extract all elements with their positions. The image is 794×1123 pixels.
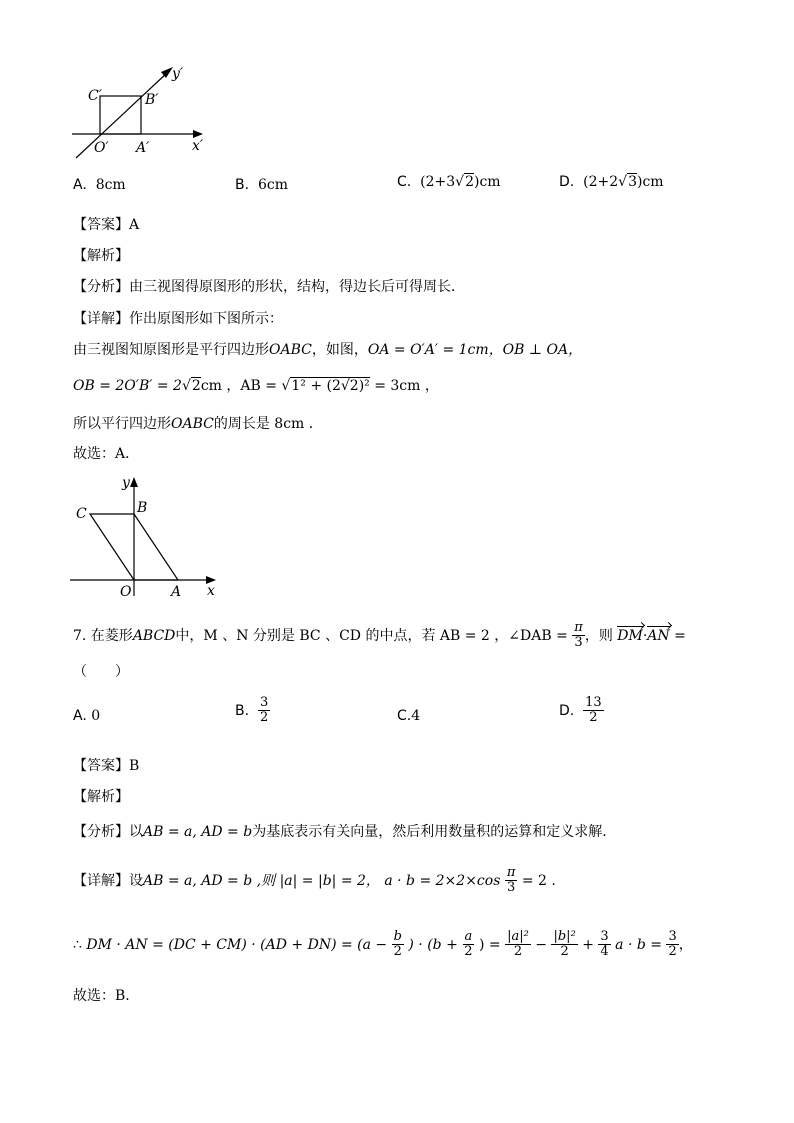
square-oabc bbox=[100, 96, 141, 134]
numerator: |b|² bbox=[553, 929, 576, 944]
option-tag: C. bbox=[397, 174, 412, 190]
denominator: 2 bbox=[259, 710, 269, 726]
option-tag: B. bbox=[235, 702, 250, 719]
numerator: a bbox=[464, 929, 473, 944]
label-y: y bbox=[122, 475, 130, 491]
label-a-prime: A′ bbox=[136, 140, 150, 156]
option-text: 0 bbox=[91, 708, 101, 724]
denominator: 2 bbox=[393, 944, 402, 960]
text: 由三视图知原图形是平行四边形 bbox=[73, 342, 269, 358]
fraction bbox=[666, 930, 678, 960]
text: 7. 在菱形 bbox=[73, 627, 133, 644]
denominator: 4 bbox=[600, 944, 609, 960]
label-b-prime: B′ bbox=[145, 92, 159, 108]
option-text-pre: (2+3 bbox=[420, 174, 456, 190]
label-b: B bbox=[137, 500, 148, 516]
text: 所以平行四边形 bbox=[73, 416, 171, 432]
denominator: 2 bbox=[464, 944, 473, 960]
equation: ) · (b + bbox=[408, 936, 458, 953]
q7-xiangjie bbox=[73, 866, 556, 896]
denominator: 2 bbox=[589, 710, 598, 726]
q7-option-c bbox=[397, 708, 420, 724]
text: 中，M 、N 分别是 BC 、CD 的中点，若 AB = 2 ，∠DAB = bbox=[175, 627, 568, 644]
q6-line3 bbox=[73, 413, 323, 433]
text: 【详解】设 bbox=[73, 872, 143, 889]
denominator: 2 bbox=[560, 944, 569, 960]
dot: · bbox=[642, 627, 648, 644]
equation: ，OB ⊥ OA， bbox=[488, 342, 583, 358]
text: 【分析】以 bbox=[73, 824, 143, 840]
equation: = 3cm ， bbox=[369, 378, 439, 394]
label-x-prime: x′ bbox=[192, 138, 204, 154]
numerator: π bbox=[506, 865, 516, 880]
label-x: x bbox=[207, 583, 215, 599]
shape-name: ABCD bbox=[132, 627, 176, 644]
option-tag: C. bbox=[397, 708, 412, 724]
option-tag: B. bbox=[235, 177, 250, 193]
numerator: π bbox=[574, 620, 583, 635]
numerator: 3 bbox=[668, 929, 677, 944]
q7-calculation bbox=[73, 930, 693, 960]
fraction bbox=[462, 930, 474, 960]
equation: OA = O′A′ = 1cm bbox=[367, 342, 489, 358]
equation: OB = 2O′B′ = 2 bbox=[73, 378, 182, 394]
q6-option-b bbox=[235, 177, 288, 193]
text: = 2 . bbox=[517, 872, 556, 889]
q6-xiangjie: 【详解】作出原图形如下图所示： bbox=[73, 311, 283, 327]
q6-line2: OB = 2O′B′ = 2√2cm ，AB = √1² + (2√2)² = 3cm ， bbox=[73, 378, 439, 394]
label-a: A bbox=[171, 584, 182, 600]
q7-fenxi bbox=[73, 821, 607, 841]
y-arrow bbox=[130, 477, 138, 487]
q7-option-a bbox=[73, 708, 100, 724]
pi-over-three bbox=[572, 621, 585, 651]
minus: − bbox=[535, 936, 548, 953]
vector-dm: DM bbox=[617, 627, 643, 644]
equation: DM · AN = (DC + CM) · (AD + DN) = (a − bbox=[86, 936, 388, 953]
equation: a · b = bbox=[615, 936, 662, 953]
denominator: 2 bbox=[513, 944, 523, 960]
option-text-pre: (2+2 bbox=[583, 174, 619, 190]
option-text-post: )cm bbox=[637, 174, 664, 190]
text: ，则 bbox=[584, 627, 613, 644]
vector-an: AN bbox=[647, 627, 670, 644]
label-c: C bbox=[76, 506, 87, 522]
plus: + bbox=[582, 936, 594, 953]
radicand: 2 bbox=[465, 174, 474, 190]
q6-option-d: D. (2+2√3)cm bbox=[559, 174, 664, 190]
fraction bbox=[583, 696, 604, 726]
y-prime-axis bbox=[76, 72, 168, 158]
denominator: 3 bbox=[506, 880, 516, 896]
shape-name: OABC bbox=[269, 342, 312, 358]
q7-answer: 【答案】B bbox=[73, 758, 140, 774]
q7-choose: 故选：B. bbox=[73, 988, 130, 1004]
numerator: |a|² bbox=[507, 929, 529, 944]
text: ，如图， bbox=[311, 342, 368, 358]
equals: = bbox=[674, 627, 686, 644]
q6-option-a bbox=[73, 177, 126, 193]
text: 为基底表示有关向量，然后利用数量积的运算和定义求解. bbox=[252, 824, 607, 840]
q7-stem bbox=[73, 621, 686, 651]
parallelogram-figure bbox=[66, 474, 226, 604]
fraction bbox=[258, 696, 270, 726]
text: 的周长是 8cm ． bbox=[213, 416, 323, 432]
option-text: 8cm bbox=[95, 177, 126, 193]
option-text: 4 bbox=[411, 708, 421, 724]
radicand: 2 bbox=[191, 378, 201, 394]
oblique-view-figure bbox=[60, 58, 220, 166]
option-tag: D. bbox=[559, 174, 575, 190]
q7-paren: （ ） bbox=[73, 664, 129, 680]
fraction bbox=[551, 930, 577, 960]
fraction bbox=[392, 930, 404, 960]
therefore: ∴ bbox=[73, 936, 82, 953]
fraction bbox=[505, 930, 531, 960]
q6-fenxi: 【分析】由三视图得原图形的形状，结构，得边长后可得周长． bbox=[73, 279, 465, 295]
denominator: 2 bbox=[668, 944, 677, 960]
text: ， bbox=[678, 936, 693, 953]
q6-answer: 【答案】A bbox=[73, 217, 140, 233]
label-o: O bbox=[120, 584, 132, 600]
q7-option-d bbox=[559, 696, 604, 726]
q6-option-c: C. (2+3√2)cm bbox=[397, 174, 501, 190]
denominator: 3 bbox=[574, 635, 583, 651]
numerator: 3 bbox=[259, 695, 269, 710]
shape-name: OABC bbox=[171, 416, 214, 432]
label-o-prime: O′ bbox=[94, 140, 109, 156]
equation: cm ，AB = bbox=[200, 378, 282, 394]
equation: AB = a, AD = b bbox=[143, 824, 253, 840]
option-text: 6cm bbox=[257, 177, 288, 193]
option-tag: A. bbox=[73, 708, 87, 724]
label-y-prime: y′ bbox=[172, 66, 184, 82]
equation: ) = bbox=[479, 936, 501, 953]
q7-option-b bbox=[235, 696, 270, 726]
fraction bbox=[598, 930, 610, 960]
numerator: b bbox=[393, 929, 402, 944]
q6-choose: 故选：A． bbox=[73, 446, 140, 462]
x-prime-arrow bbox=[193, 130, 203, 138]
option-text-post: )cm bbox=[474, 174, 501, 190]
q7-analysis-heading: 【解析】 bbox=[73, 789, 129, 805]
option-tag: D. bbox=[559, 702, 575, 719]
q6-line1 bbox=[73, 339, 582, 359]
equation: AB = a, AD = b bbox=[143, 872, 253, 889]
pi-over-three bbox=[505, 866, 518, 896]
equation: ,则 |a| = |b| = 2， a · b = 2×2×cos bbox=[252, 872, 501, 889]
radicand: 3 bbox=[628, 174, 637, 190]
numerator: 3 bbox=[600, 929, 609, 944]
numerator: 13 bbox=[585, 695, 602, 710]
radicand: 1² + (2√2)² bbox=[291, 378, 370, 394]
q6-analysis-heading: 【解析】 bbox=[73, 248, 129, 264]
option-tag: A. bbox=[73, 177, 87, 193]
label-c-prime: C′ bbox=[88, 88, 102, 104]
